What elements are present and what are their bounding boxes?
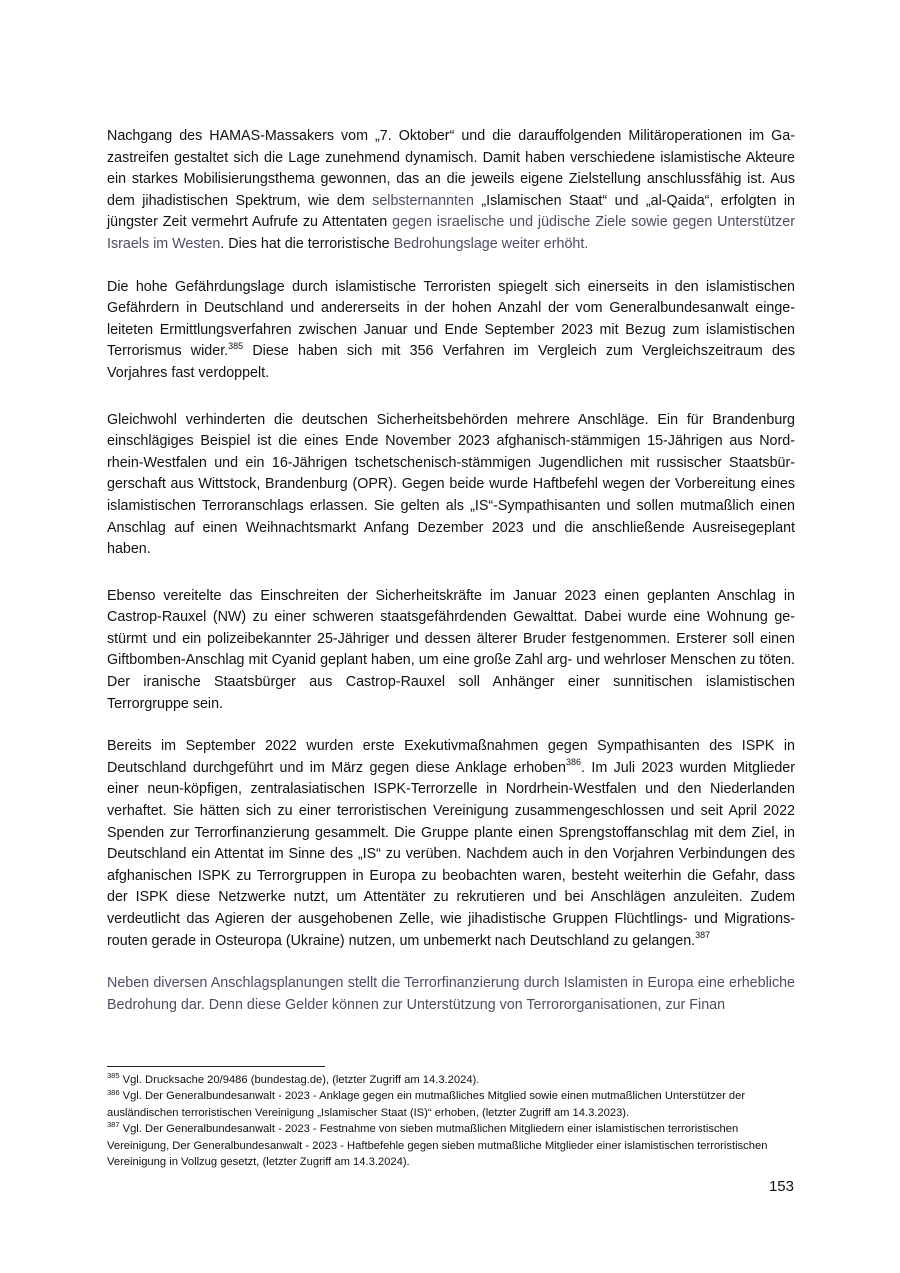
footnote bbox=[107, 1088, 795, 1121]
paragraph-text: Bereits im September 2022 wurden erste Exekutivmaßnahmen gegen Sympathisanten des ISPK in Deutschland durchgeführt und im März gegen diese Anklage erhoben bbox=[107, 738, 795, 776]
footnote-ref: 387 bbox=[695, 929, 711, 940]
page-number: 153 bbox=[768, 1178, 794, 1195]
paragraph-text: Gleichwohl verhinderten die deutschen Sicherheitsbehörden mehrere Anschläge. Ein für Brandenburg einschlägiges Beispiel ist die eines Ende November 2023 afghanisch-stämmigen 15-Jährigen aus Nordrhein-Westfalen und ein 16-Jährigen tschetschenisch-stämmigen Jugendlichen mit russischer Staatsbürgerschaft aus Wittstock, Brandenburg (OPR). Gegen beide wurde Haftbefehl wegen der Vorbereitung eines islamistischen Terroranschlags erlassen. Sie gelten als „IS“-Sympathisanten und sollen mutmaßlich einen Anschlag auf einen Weihnachtsmarkt Anfang Dezember 2023 und die anschließende Ausreisegeplant haben. bbox=[107, 411, 795, 558]
paragraph-text: Nachgang des HAMAS-Massakers vom „7. Oktober“ und die darauffolgenden Militäroperationen im Gazastreifen gestaltet sich die Lage zunehmend dynamisch. Damit haben verschiedene islamistische Akteure ein starkes Mobilisierungsthema gewonnen, das an die jeweils eigene Zielstellung anschlussfähig ist. Aus dem jihadistischen Spektrum, wie dem bbox=[107, 128, 795, 209]
footnote bbox=[107, 1072, 795, 1088]
paragraph-text: . Dies hat die terroristische bbox=[220, 235, 394, 252]
paragraph-text: Ebenso vereitelte das Einschreiten der Sicherheitskräfte im Januar 2023 einen geplanten Anschlag in Castrop-Rauxel (NW) zu einer schweren staatsgefährdenden Gewalttat. Dabei wurde eine Wohnung gestürmt und ein polizeibekannter 25-Jähriger und dessen älterer Bruder festgenommen. Ersterer soll einen Giftbomben-Anschlag mit Cyanid geplant haben, um eine große Zahl arg- und wehrloser Menschen zu töten. Der iranische Staatsbürger aus Castrop-Rauxel soll Anhänger einer sunnitischen islamistischen Terrorgruppe sein. bbox=[107, 587, 795, 712]
footnote-separator bbox=[107, 1066, 325, 1067]
footnote-text: Vgl. Drucksache 20/9486 (bundestag.de), (letzter Zugriff am 14.3.2024). bbox=[119, 1074, 480, 1086]
footnote-ref: 386 bbox=[565, 757, 581, 768]
paragraph-text: . Im Juli 2023 wurden Mitglieder einer neun-köpfigen, zentralasiatischen ISPK-Terrorzelle in Nordrhein-Westfalen und den Niederlanden verhaftet. Sie hätten sich zu einer terroristischen Vereinigung zusammengeschlossen und seit April 2022 Spenden zur Terrorfinanzierung gesammelt. Die Gruppe plante einen Sprengstoffanschlag mit dem Ziel, in Deutschland ein Attentat im Sinne des „IS“ zu verüben. Nachdem auch in den Vorjahren Verbindungen des afghanischen ISPK zu Terrorgruppen in Europa zu beobachten waren, besteht weiterhin die Gefahr, dass der ISPK diese Netzwerke nutzt, um Attentäter zu rekrutieren und bei Anschlägen anzuleiten. Zudem verdeutlicht das Agieren der ausgehobenen Zelle, wie jihadistische Gruppen Flüchtlings- und Migrationsrouten gerade in Osteuropa (Ukraine) nutzen, um unbemerkt nach Deutschland zu gelangen. bbox=[107, 759, 795, 949]
highlighted-text: selbsternannten bbox=[372, 192, 474, 209]
footnote-text: Vgl. Der Generalbundesanwalt - 2023 - Festnahme von sieben mutmaßlichen Mitgliedern einer islamistischen terroristischen Vereinigung, Der Generalbundesanwalt - 2023 - Haftbefehle gegen sieben mutmaßliche Mitglieder einer islamistischen terroristischen Vereinigung in Vollzug gesetzt, (letzter Zugriff am 14.3.2024). bbox=[107, 1123, 768, 1169]
paragraph-text: „Islamischen Staat“ und „al-Qaida“, erfolgten in jüngster Zeit vermehrt Aufrufe zu Attentaten bbox=[107, 192, 795, 231]
footnotes bbox=[107, 1072, 795, 1170]
paragraph bbox=[107, 973, 795, 1016]
paragraph bbox=[107, 586, 795, 716]
body-text bbox=[107, 126, 795, 1037]
footnote-text: Vgl. Der Generalbundesanwalt - 2023 - Anklage gegen ein mutmaßliches Mitglied sowie einen mutmaßlichen Unterstützer der ausländischen terroristischen Vereinigung „Islamischer Staat (IS)“ erhoben, (letzter Zugriff am 14.3.2023). bbox=[107, 1090, 746, 1119]
footnote-number: 385 bbox=[107, 1071, 120, 1081]
paragraph bbox=[107, 126, 795, 256]
highlighted-text: Bedrohungslage weiter erhöht. bbox=[393, 235, 589, 252]
highlighted-text: gegen israelische und jüdische Ziele sowie gegen Unterstützer Israels im Westen bbox=[107, 214, 796, 252]
footnote-number: 387 bbox=[107, 1120, 120, 1130]
paragraph bbox=[107, 277, 795, 385]
paragraph-text: Diese haben sich mit 356 Verfahren im Vergleich zum Vergleichszeitraum des Vorjahres fast verdoppelt. bbox=[107, 343, 795, 381]
paragraph bbox=[107, 410, 795, 561]
highlighted-text: Neben diversen Anschlagsplanungen stellt die Terrorfinanzierung durch Islamisten in Europa eine erhebliche Bedrohung dar. Denn diese Gelder können zur Unterstützung von Terrororganisationen, zur Finan bbox=[107, 975, 795, 1013]
footnote bbox=[107, 1121, 795, 1170]
footnote-number: 386 bbox=[107, 1087, 120, 1097]
paragraph-text: Die hohe Gefährdungslage durch islamistische Terroristen spiegelt sich einerseits in den islamistischen Gefährdern in Deutschland und andererseits in der hohen Anzahl der vom Generalbundesanwalt eingeleiteten Ermittlungsverfahren zwischen Januar und Ende September 2023 mit Bezug zum islamistischen Terrorismus wider. bbox=[107, 278, 795, 360]
footnote-ref: 385 bbox=[228, 340, 244, 351]
paragraph bbox=[107, 736, 795, 952]
